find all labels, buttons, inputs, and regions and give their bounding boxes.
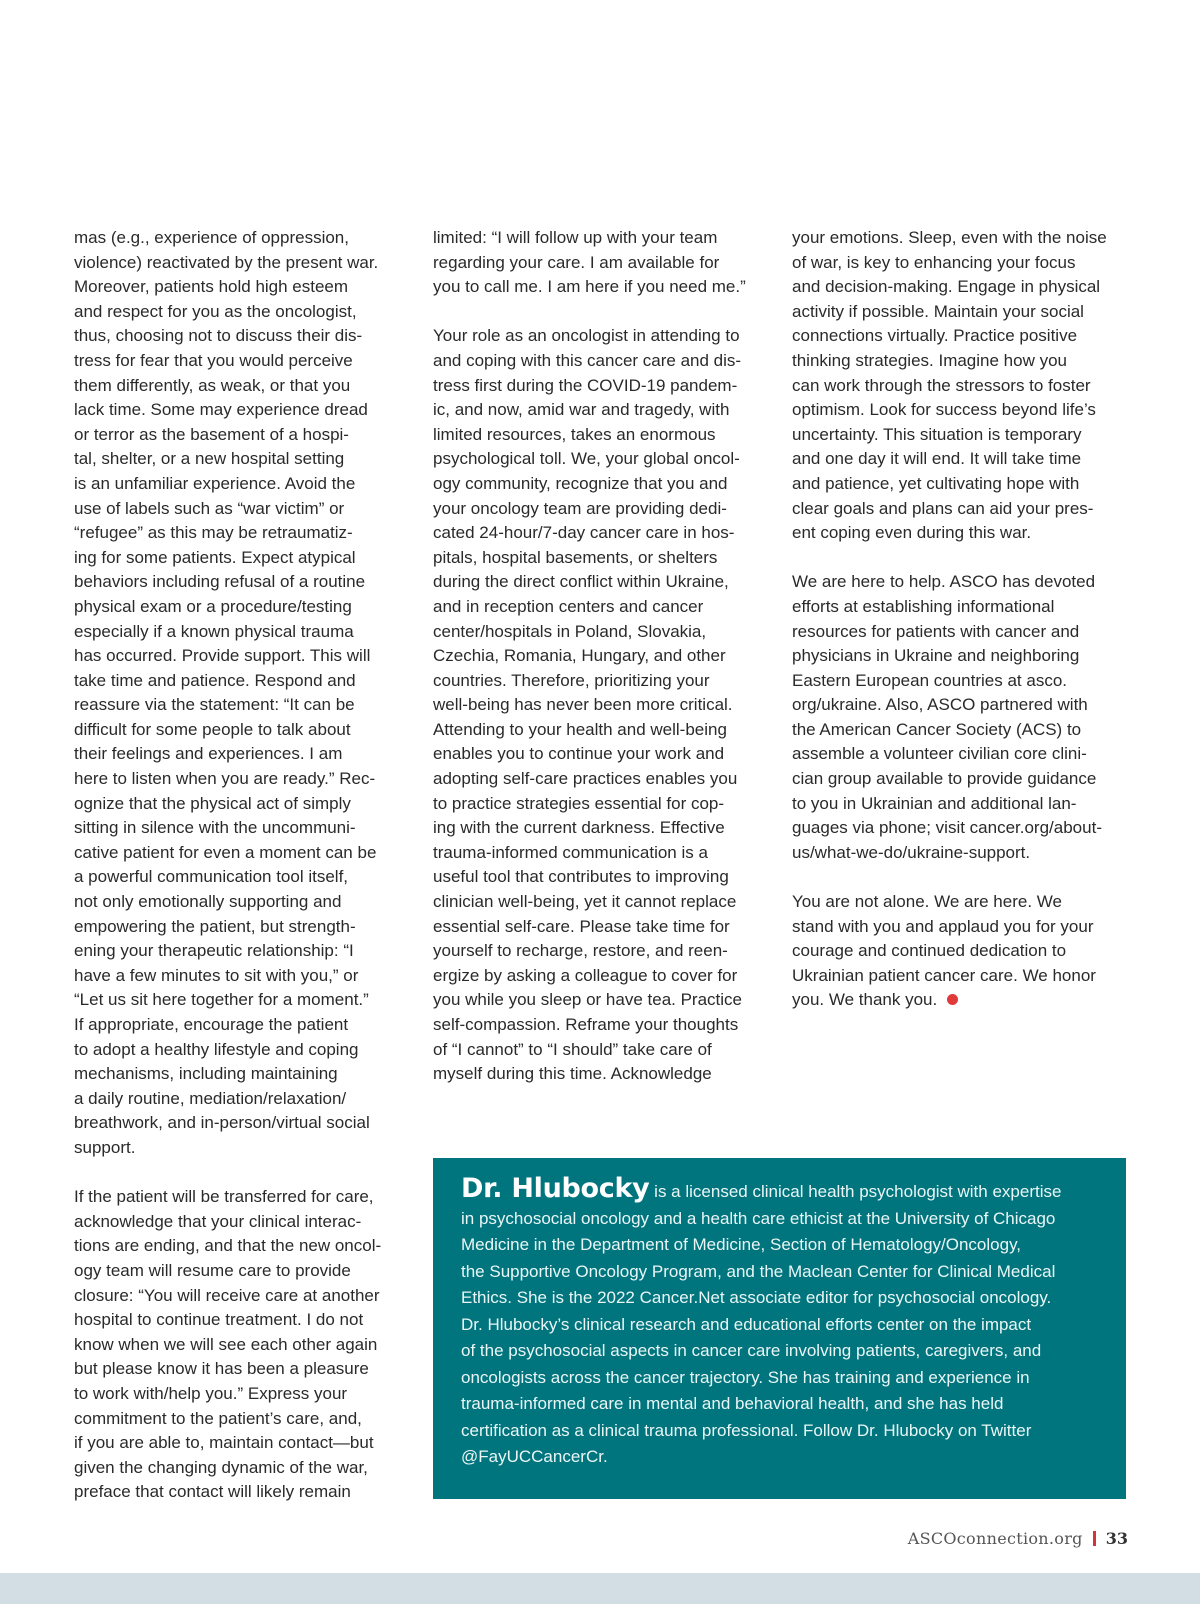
page-footer (908, 1529, 1128, 1548)
end-of-article-dot-icon (947, 994, 958, 1005)
author-bio-box (433, 1158, 1126, 1499)
closing-paragraph (792, 890, 1137, 1013)
paragraph: Your role as an oncologist in attending to and coping with this cancer care and dis- tress first during the COVID-19 pandem- ic, and now, amid war and tragedy, with limited resources, takes an enormous psychological toll. We, your global oncol- ogy community, recognize that you and your oncology team are providing dedi- cated 24-hour/7-day cancer care in hos- pitals, hospital basements, or shelters during the direct conflict within Ukraine, and in reception centers and cancer center/hospitals in Poland, Slovakia, Czechia, Romania, Hungary, and other countries. Therefore, prioritizing your well-being has never been more critical. Attending to your health and well-being enables you to continue your work and adopting self-care practices enables you to practice strategies essential for cop- ing with the current darkness. Effective trauma-informed communication is a useful tool that contributes to improving clinician well-being, yet it cannot replace essential self-care. Please take time for yourself to recharge, restore, and reen- ergize by asking a colleague to cover for you while you sleep or have tea. Practice self-compassion. Reframe your thoughts of “I cannot” to “I should” take care of myself during this time. Acknowledge (433, 326, 743, 1084)
paragraph: limited: “I will follow up with your team regarding your care. I am available for you to call me. I am here if you need me.” (433, 228, 746, 297)
paragraph: your emotions. Sleep, even with the noise of war, is key to enhancing your focus and decision-making. Engage in physical activity if possible. Maintain your social connections virtually. Practice positive thinking strategies. Imagine how you can work through the stressors to foster optimism. Look for success beyond life’s uncertainty. This situation is temporary and one day it will end. It will take time and patience, yet cultivating hope with clear goals and plans can aid your pres- ent coping even during this war. (792, 228, 1107, 543)
page-number: 33 (1105, 1529, 1128, 1548)
footer-separator (1093, 1531, 1096, 1546)
paragraph: If the patient will be transferred for care, acknowledge that your clinical interac- tions are ending, and that the new oncol- ogy team will resume care to provide closure: “You will receive care at another hospital to continue treatment. I do not know when we will see each other again but please know it has been a pleasure to work with/help you.” Express your commitment to the patient’s care, and, if you are able to, maintain contact—but given the changing dynamic of the war, preface that contact will likely remain (74, 1187, 382, 1502)
article-column-2 (433, 226, 773, 1087)
paragraph: We are here to help. ASCO has devoted efforts at establishing informational resources for patients with cancer and physicians in Ukraine and neighboring Eastern European countries at asco. org/ukraine. Also, ASCO partnered with the American Cancer Society (ACS) to assemble a volunteer civilian core clini- cian group available to provide guidance to you in Ukrainian and additional lan- guages via phone; visit cancer.org/about- us/what-we-do/ukraine-support. (792, 572, 1102, 862)
author-bio (461, 1173, 1102, 1471)
article-column-1 (74, 226, 414, 1505)
author-name: Dr. Hlubocky (461, 1173, 650, 1204)
paragraph: mas (e.g., experience of oppression, violence) reactivated by the present war. Moreover, patients hold high esteem and respect for you as the oncologist, thus, choosing not to discuss their dis- tress for fear that you would perceive them differently, as weak, or that you lack time. Some may experience dread or terror as the basement of a hospi- tal, shelter, or a new hospital setting is an unfamiliar experience. Avoid the use of labels such as “war victim” or “refugee” as this may be retraumatiz- ing for some patients. Expect atypical behaviors including refusal of a routine physical exam or a procedure/testing especially if a known physical trauma has occurred. Provide support. This will take time and patience. Respond and reassure via the statement: “It can be difficult for some people to talk about their feelings and experiences. I am here to listen when you are ready.” Rec- ognize that the physical act of simply sitting in silence with the uncommuni- cative patient for even a moment can be a powerful communication tool itself, not only emotionally supporting and empowering the patient, but strength- ening your therapeutic relationship: “I have a few minutes to sit with you,” or “Let us sit here together for a moment.” If appropriate, encourage the patient to adopt a healthy lifestyle and coping mechanisms, including maintaining a daily routine, mediation/relaxation/ breathwork, and in-person/virtual social support. (74, 228, 379, 1157)
closing-paragraph-text: You are not alone. We are here. We stand with you and applaud you for your courage and continued dedication to Ukrainian patient cancer care. We honor you. We thank you. (792, 892, 1096, 1010)
article-column-3 (792, 226, 1137, 1013)
footer-site-name: ASCOconnection.org (907, 1529, 1083, 1548)
author-bio-text: is a licensed clinical health psychologist with expertise in psychosocial oncology and a health care ethicist at the University of Chicago Medicine in the Department of Medicine, Section of Hematology/Oncology, the Supportive Oncology Program, and the Maclean Center for Clinical Medical Ethics. She is the 2022 Cancer.Net associate editor for psychosocial oncology. Dr. Hlubocky’s clinical research and educational efforts center on the impact of the psychosocial aspects in cancer care involving patients, caregivers, and oncologists across the cancer trajectory. She has training and experience in trauma-informed care in mental and behavioral health, and she has held certification as a clinical trauma professional. Follow Dr. Hlubocky on Twitter @FayUCCancerCr. (461, 1182, 1062, 1466)
bottom-band (0, 1573, 1200, 1604)
